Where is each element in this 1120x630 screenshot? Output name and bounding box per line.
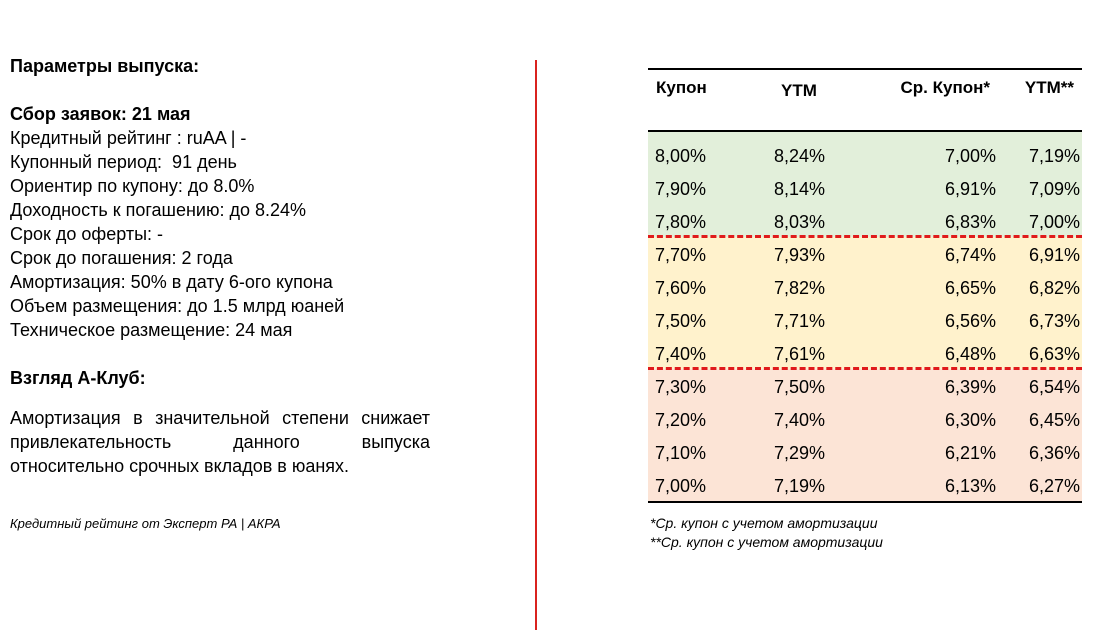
cell-ytm-amort: 6,36% (1028, 443, 1080, 463)
cell-avg-coupon: 6,65% (944, 278, 996, 298)
cell-avg-coupon: 6,13% (944, 476, 996, 496)
cell-avg-coupon: 6,39% (944, 377, 996, 397)
table-row (648, 138, 1082, 171)
param-line: Срок до оферты: - (10, 224, 164, 244)
cell-ytm-amort: 6,54% (1028, 377, 1080, 397)
cell-ytm: 7,93% (774, 245, 826, 265)
param-line: Кредитный рейтинг : ruAA | - (10, 128, 247, 148)
header-avg-coupon: Ср. Купон* (900, 78, 990, 97)
cell-coupon: 7,60% (655, 278, 707, 298)
footnote: **Ср. купон с учетом амортизации (650, 534, 883, 550)
cell-coupon: 7,40% (655, 344, 707, 364)
cell-avg-coupon: 7,00% (944, 146, 996, 166)
table-bottom-rule (648, 501, 1082, 503)
param-line: Срок до погашения: 2 года (10, 248, 233, 268)
table-footnotes (650, 514, 883, 552)
table-row (648, 369, 1082, 402)
cell-avg-coupon: 6,74% (944, 245, 996, 265)
cell-ytm-amort: 6,82% (1028, 278, 1080, 298)
cell-coupon: 8,00% (655, 146, 707, 166)
header-ytm-amort: YTM** (1024, 78, 1074, 97)
book-building-date: Сбор заявок: 21 мая (10, 104, 191, 124)
param-line: Объем размещения: до 1.5 млрд юаней (10, 296, 345, 316)
header-ytm: YTM (781, 81, 817, 100)
view-text: Амортизация в значительной степени снижает привлекательность данного выпуска относительно срочных вкладов в юанях. (10, 408, 430, 476)
table-row (648, 270, 1082, 303)
cell-ytm: 8,14% (774, 179, 826, 199)
coupon-table (648, 68, 1082, 503)
issue-parameters (10, 54, 430, 478)
cell-ytm: 7,50% (774, 377, 826, 397)
param-line: Доходность к погашению: до 8.24% (10, 200, 307, 220)
cell-avg-coupon: 6,21% (944, 443, 996, 463)
cell-ytm-amort: 6,27% (1028, 476, 1080, 496)
param-line: Амортизация: 50% в дату 6-ого купона (10, 272, 333, 292)
cell-ytm-amort: 7,19% (1028, 146, 1080, 166)
view-title: Взгляд А-Клуб: (10, 368, 146, 388)
cell-ytm: 7,40% (774, 410, 826, 430)
cell-ytm-amort: 6,91% (1028, 245, 1080, 265)
cell-ytm-amort: 7,00% (1028, 212, 1080, 232)
cell-coupon: 7,10% (655, 443, 707, 463)
cell-ytm: 7,19% (774, 476, 826, 496)
table-row (648, 435, 1082, 468)
cell-coupon: 7,70% (655, 245, 707, 265)
table-row (648, 204, 1082, 237)
cell-ytm-amort: 7,09% (1028, 179, 1080, 199)
cell-ytm: 8,24% (774, 146, 826, 166)
params-title: Параметры выпуска: (10, 56, 200, 76)
cell-coupon: 7,90% (655, 179, 707, 199)
param-line: Техническое размещение: 24 мая (10, 320, 293, 340)
cell-avg-coupon: 6,83% (944, 212, 996, 232)
cell-coupon: 7,00% (655, 476, 707, 496)
table-row (648, 468, 1082, 501)
cutoff-dashed-line (648, 367, 1082, 370)
cell-ytm: 7,29% (774, 443, 826, 463)
table-row (648, 336, 1082, 369)
cell-avg-coupon: 6,91% (944, 179, 996, 199)
cell-coupon: 7,20% (655, 410, 707, 430)
cell-coupon: 7,80% (655, 212, 707, 232)
rating-note: Кредитный рейтинг от Эксперт РА | АКРА (10, 516, 281, 531)
cell-avg-coupon: 6,30% (944, 410, 996, 430)
cell-ytm: 7,82% (774, 278, 826, 298)
cell-ytm: 7,71% (774, 311, 826, 331)
table-header (648, 70, 1082, 130)
table-row (648, 237, 1082, 270)
cell-ytm-amort: 6,45% (1028, 410, 1080, 430)
cell-coupon: 7,50% (655, 311, 707, 331)
cell-ytm-amort: 6,73% (1028, 311, 1080, 331)
cell-avg-coupon: 6,48% (944, 344, 996, 364)
cell-coupon: 7,30% (655, 377, 707, 397)
vertical-divider (535, 60, 537, 630)
param-line: Ориентир по купону: до 8.0% (10, 176, 255, 196)
cutoff-dashed-line (648, 235, 1082, 238)
header-coupon: Купон (656, 78, 707, 97)
param-line: Купонный период: 91 день (10, 152, 237, 172)
table-row (648, 303, 1082, 336)
footnote: *Ср. купон с учетом амортизации (650, 515, 878, 531)
table-row (648, 402, 1082, 435)
cell-ytm: 8,03% (774, 212, 826, 232)
cell-avg-coupon: 6,56% (944, 311, 996, 331)
cell-ytm-amort: 6,63% (1028, 344, 1080, 364)
table-row (648, 171, 1082, 204)
cell-ytm: 7,61% (774, 344, 826, 364)
